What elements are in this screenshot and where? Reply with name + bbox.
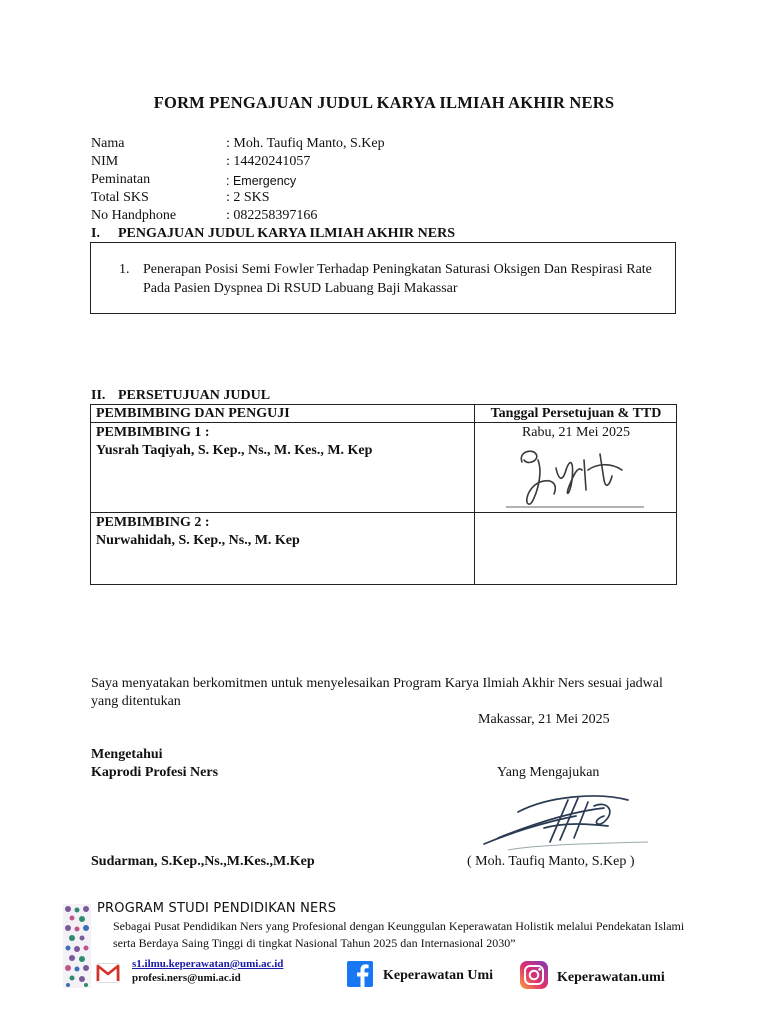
field-label-total-sks: Total SKS xyxy=(91,190,149,205)
applicant-label: Yang Mengajukan xyxy=(497,765,600,780)
place-date: Makassar, 21 Mei 2025 xyxy=(478,712,610,727)
gmail-icon xyxy=(96,963,120,983)
commitment-statement: Saya menyatakan berkomitmen untuk menyelesaikan Program Karya Ilmiah Akhir Ners sesuai jadwal yang ditentukan xyxy=(91,676,663,709)
supervisor2-role: PEMBIMBING 2 : xyxy=(96,515,210,530)
head-of-program-label: Kaprodi Profesi Ners xyxy=(91,765,219,780)
field-label-handphone: No Handphone xyxy=(91,208,177,223)
facebook-icon xyxy=(347,961,373,987)
program-vision: Sebagai Pusat Pendidikan Ners yang Profesional dengan Keunggulan Keperawatan Holistik melalui Pendekatan Islami serta Berdaya Saing Tinggi di tingkat Nasional Tahun 2025 dan Internasional 2030” xyxy=(113,919,685,950)
supervisor1-signature xyxy=(500,440,650,512)
instagram-icon xyxy=(520,961,548,989)
section1-heading-text: PENGAJUAN JUDUL KARYA ILMIAH AKHIR NERS xyxy=(118,226,455,241)
supervisor2-name: Nurwahidah, S. Kep., Ns., M. Kep xyxy=(96,533,300,548)
field-label-nama: Nama xyxy=(91,136,125,151)
section1-heading xyxy=(91,225,455,243)
acknowledged-label: Mengetahui xyxy=(91,747,163,762)
section2-number: II. xyxy=(91,388,106,403)
head-of-program-name: Sudarman, S.Kep.,Ns.,M.Kes.,M.Kep xyxy=(91,854,315,869)
field-value-total-sks: : 2 SKS xyxy=(226,190,270,205)
supervisor1-approval-date: Rabu, 21 Mei 2025 xyxy=(521,425,631,440)
section2-heading xyxy=(91,387,270,405)
program-name: PROGRAM STUDI PENDIDIKAN NERS xyxy=(97,901,337,916)
table-divider xyxy=(90,512,677,513)
facebook-handle: Keperawatan Umi xyxy=(383,968,494,983)
section2-heading-text: PERSETUJUAN JUDUL xyxy=(118,388,271,403)
field-value-nim: : 14420241057 xyxy=(226,154,311,169)
section1-number: I. xyxy=(91,226,100,241)
field-label-nim: NIM xyxy=(91,154,119,169)
field-value-peminatan: : Emergency xyxy=(226,174,297,188)
field-value-nama: : Moh. Taufiq Manto, S.Kep xyxy=(226,136,385,151)
applicant-signature xyxy=(448,782,662,852)
batik-pattern-icon xyxy=(63,904,91,988)
instagram-handle: Keperawatan.umi xyxy=(557,970,665,985)
field-label-peminatan: Peminatan xyxy=(91,172,151,187)
table-header-supervisors: PEMBIMBING DAN PENGUJI xyxy=(96,406,290,421)
proposal-item-text: Penerapan Posisi Semi Fowler Terhadap Peningkatan Saturasi Oksigen Dan Respirasi Rate Pada Pasien Dyspnea Di RSUD Labuang Baji Makassar xyxy=(143,262,652,296)
email-profesi-ners: profesi.ners@umi.ac.id xyxy=(132,972,241,984)
supervisor1-name: Yusrah Taqiyah, S. Kep., Ns., M. Kes., M. Kep xyxy=(96,443,373,458)
proposal-item-number: 1. xyxy=(119,262,130,277)
applicant-name: ( Moh. Taufiq Manto, S.Kep ) xyxy=(467,854,635,869)
supervisor1-role: PEMBIMBING 1 : xyxy=(96,425,210,440)
email-link-ilmu-keperawatan[interactable]: s1.ilmu.keperawatan@umi.ac.id xyxy=(132,958,284,970)
field-value-handphone: : 082258397166 xyxy=(226,208,318,223)
form-title: FORM PENGAJUAN JUDUL KARYA ILMIAH AKHIR NERS xyxy=(153,93,615,112)
table-divider xyxy=(90,422,677,423)
table-header-approval-date: Tanggal Persetujuan & TTD xyxy=(490,406,662,421)
